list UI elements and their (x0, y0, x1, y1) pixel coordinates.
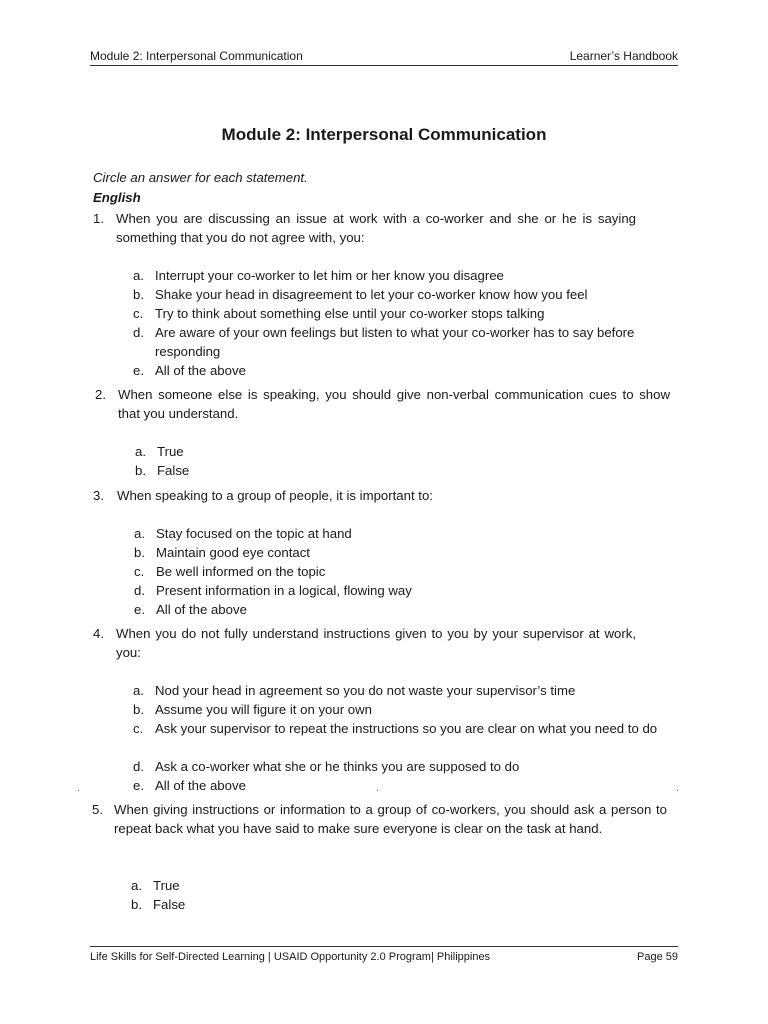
option-text: Be well informed on the topic (156, 564, 326, 579)
option-text: Ask your supervisor to repeat the instructions so you are clear on what you need to do (155, 721, 658, 736)
option-letter: a. (134, 526, 145, 541)
stray-dot: . (676, 783, 679, 794)
question-number: 5. (92, 802, 103, 817)
question-text: When speaking to a group of people, it is important to: (117, 488, 433, 503)
option-text: True (157, 444, 184, 459)
option-text: Present information in a logical, flowing way (156, 583, 412, 598)
option-letter: b. (134, 545, 145, 560)
stray-dot: . (376, 783, 379, 794)
option-letter: b. (133, 702, 144, 717)
question-text: When someone else is speaking, you should give non-verbal communication cues to show that you understand. (118, 387, 670, 421)
option-text: False (157, 463, 190, 478)
option-letter: d. (133, 325, 144, 340)
option-letter: c. (133, 306, 144, 321)
option-text: Try to think about something else until your co-worker stops talking (155, 306, 545, 321)
header-handbook-title: Learner’s Handbook (569, 49, 678, 63)
option-text: True (153, 878, 180, 893)
option-letter: d. (134, 583, 145, 598)
option-letter: a. (135, 444, 146, 459)
page-header (90, 47, 678, 66)
option-text: All of the above (155, 363, 246, 378)
question-number: 2. (95, 387, 106, 402)
option-letter: d. (133, 759, 144, 774)
option-letter: e. (133, 778, 144, 793)
question-number: 1. (93, 211, 104, 226)
option-letter: e. (133, 363, 144, 378)
option-letter: a. (131, 878, 142, 893)
question-text: When you are discussing an issue at work with a co-worker and she or he is saying something that you do not agree with, you: (116, 211, 636, 245)
page-footer (90, 946, 678, 963)
question-number: 4. (93, 626, 104, 641)
option-text: Assume you will figure it on your own (155, 702, 372, 717)
option-text: Interrupt your co-worker to let him or her know you disagree (155, 268, 504, 283)
option-letter: c. (134, 564, 145, 579)
option-letter: a. (133, 268, 144, 283)
header-module-title: Module 2: Interpersonal Communication (90, 49, 303, 63)
option-text: All of the above (156, 602, 247, 617)
instruction-text: Circle an answer for each statement. (93, 170, 308, 185)
page-title: Module 2: Interpersonal Communication (221, 125, 547, 144)
question-text: When giving instructions or information to a group of co-workers, you should ask a person to repeat back what you have said to make sure everyone is clear on the task at hand. (114, 802, 667, 836)
option-text: Ask a co-worker what she or he thinks you are supposed to do (155, 759, 520, 774)
option-letter: c. (133, 721, 144, 736)
option-text: Are aware of your own feelings but listen to what your co-worker has to say before responding (155, 325, 635, 359)
option-letter: b. (131, 897, 142, 912)
option-text: Nod your head in agreement so you do not waste your supervisor’s time (155, 683, 576, 698)
option-letter: b. (133, 287, 144, 302)
option-text: False (153, 897, 186, 912)
option-letter: e. (134, 602, 145, 617)
footer-program-text: Life Skills for Self-Directed Learning | USAID Opportunity 2.0 Program| Philippines (90, 951, 491, 963)
option-text: All of the above (155, 778, 246, 793)
option-text: Shake your head in disagreement to let your co-worker know how you feel (155, 287, 588, 302)
question-text: When you do not fully understand instructions given to you by your supervisor at work, you: (116, 626, 636, 660)
option-letter: b. (135, 463, 146, 478)
option-text: Stay focused on the topic at hand (156, 526, 352, 541)
question-number: 3. (93, 488, 104, 503)
option-text: Maintain good eye contact (156, 545, 310, 560)
language-label: English (93, 190, 141, 205)
footer-page-number: Page 59 (637, 951, 678, 963)
stray-dot: . (77, 783, 80, 794)
option-letter: a. (133, 683, 144, 698)
